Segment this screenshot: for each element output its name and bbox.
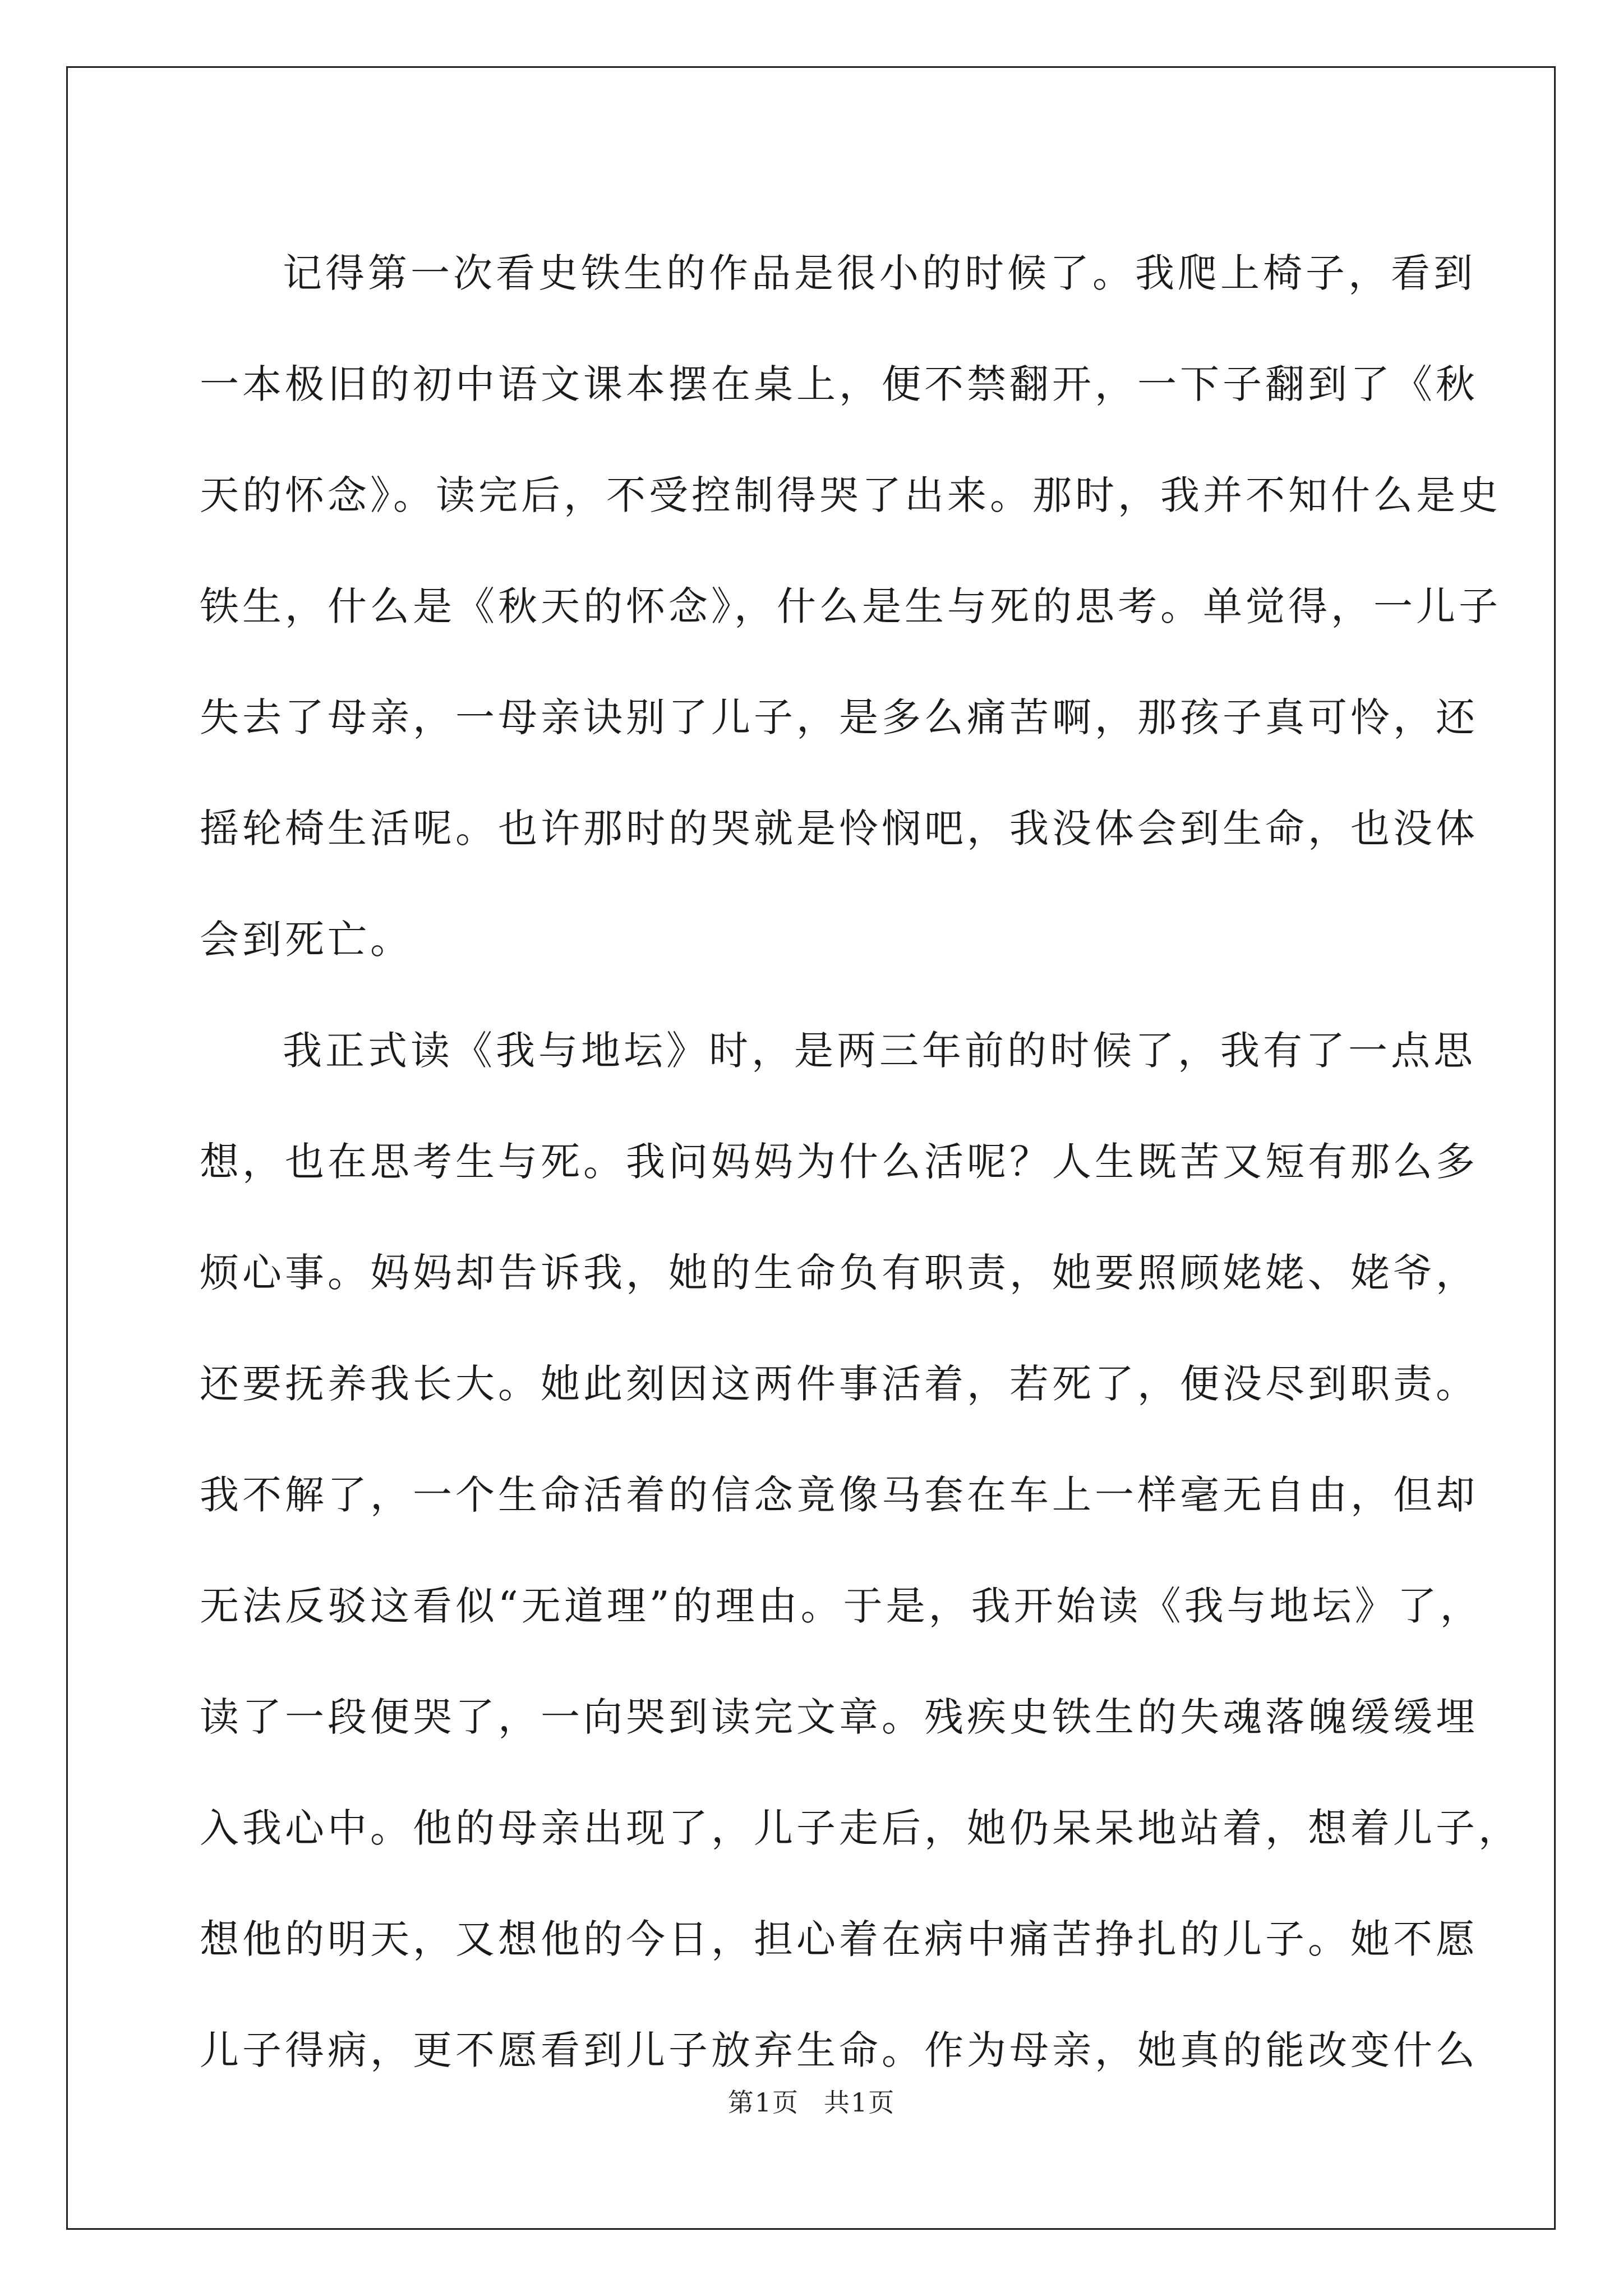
text-line: 儿子得病，更不愿看到儿子放弃生命。作为母亲，她真的能改变什么 (200, 2027, 1478, 2073)
text-line: 想，也在思考生与死。我问妈妈为什么活呢？人生既苦又短有那么多 (200, 1139, 1478, 1185)
text-line: 入我心中。他的母亲出现了，儿子走后，她仍呆呆地站着，想着儿子， (200, 1805, 1521, 1851)
text-line: 无法反驳这看似“无道理”的理由。于是，我开始读《我与地坛》了， (200, 1583, 1483, 1629)
text-line: 还要抚养我长大。她此刻因这两件事活着，若死了，便没尽到职责。 (200, 1361, 1478, 1407)
text-line: 记得第一次看史铁生的作品是很小的时候了。我爬上椅子，看到 (283, 250, 1476, 296)
page-total: 共1页 (824, 2087, 896, 2118)
text-line: 烦心事。妈妈却告诉我，她的生命负有职责，她要照顾姥姥、姥爷， (200, 1250, 1478, 1296)
text-line: 会到死亡。 (200, 917, 413, 963)
text-line: 失去了母亲，一母亲诀别了儿子，是多么痛苦啊，那孩子真可怜，还 (200, 694, 1478, 740)
page-number: 第1页 (727, 2087, 799, 2118)
text-line: 一本极旧的初中语文课本摆在桌上，便不禁翻开，一下子翻到了《秋 (200, 361, 1478, 407)
page-footer (0, 2082, 1623, 2119)
document-body (200, 218, 1521, 2106)
text-line: 铁生，什么是《秋天的怀念》，什么是生与死的思考。单觉得，一儿子 (200, 583, 1501, 629)
text-line: 我不解了，一个生命活着的信念竟像马套在车上一样毫无自由，但却 (200, 1472, 1478, 1518)
text-line: 天的怀念》。读完后，不受控制得哭了出来。那时，我并不知什么是史 (200, 472, 1501, 518)
text-line: 摇轮椅生活呢。也许那时的哭就是怜悯吧，我没体会到生命，也没体 (200, 806, 1478, 852)
text-line: 我正式读《我与地坛》时，是两三年前的时候了，我有了一点思 (283, 1028, 1476, 1074)
text-line: 读了一段便哭了，一向哭到读完文章。残疾史铁生的失魂落魄缓缓埋 (200, 1694, 1478, 1740)
paragraph-2 (200, 995, 1521, 2106)
paragraph-1 (200, 218, 1501, 995)
text-line: 想他的明天，又想他的今日，担心着在病中痛苦挣扎的儿子。她不愿 (200, 1916, 1478, 1962)
